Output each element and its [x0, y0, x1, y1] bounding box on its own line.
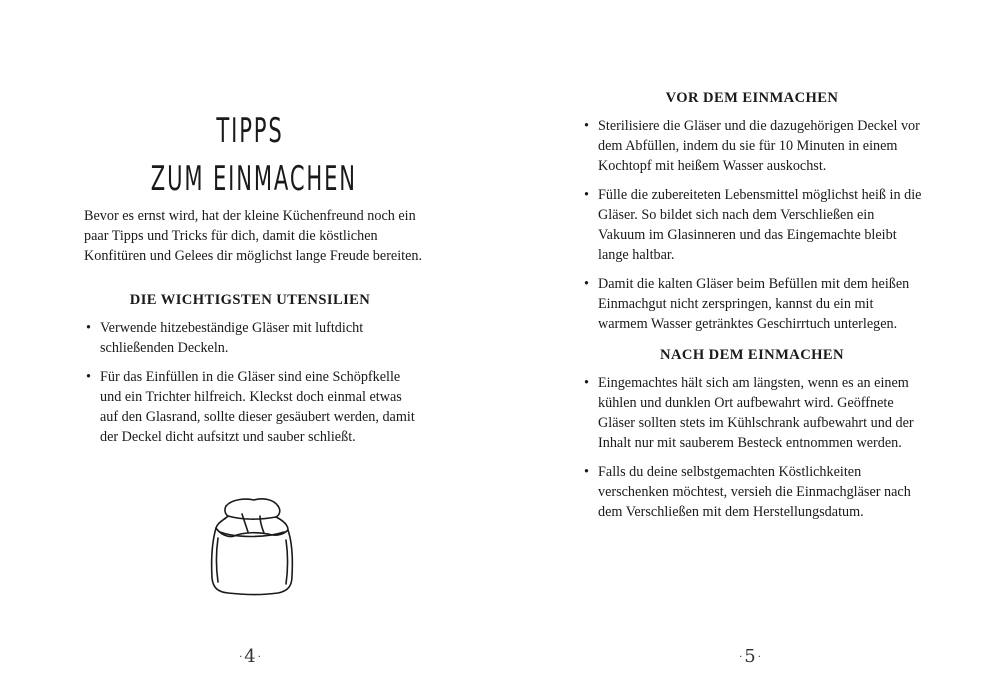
page-number: 5: [744, 646, 756, 667]
nach-list: [584, 373, 924, 531]
right-page: [500, 0, 1000, 696]
bullet-icon: •: [584, 118, 589, 134]
list-item: [584, 462, 924, 522]
bullet-icon: •: [86, 369, 91, 385]
jar-icon: [202, 494, 300, 598]
list-item-text: Eingemachtes hält sich am längsten, wenn es an einem kühlen und dunklen Ort aufbewahrt wird. Geöffnete Gläser sollten stets im Kühlschrank aufbewahrt und der Inhalt nur mit sauberem Besteck entnommen werden.: [598, 375, 914, 451]
list-item-text: Fülle die zubereiteten Lebensmittel möglichst heiß in die Gläser. So bildet sich nach dem Verschließen ein Vakuum im Glasinneren und das Eingemachte bleibt lange haltbar.: [598, 187, 922, 263]
folio-separator: ·: [757, 651, 761, 663]
list-item: [86, 318, 422, 358]
list-item-text: Verwende hitzebeständige Gläser mit luftdicht schließenden Deckeln.: [100, 320, 364, 356]
title-line-2: ZUM EINMACHEN: [150, 158, 357, 199]
list-item-text: Sterilisiere die Gläser und die dazugehörigen Deckel vor dem Abfüllen, indem du sie für 10 Minuten in einem Kochtopf mit heißem Wasser auskochst.: [598, 118, 920, 174]
list-item: [584, 373, 924, 453]
list-item: [86, 367, 422, 447]
title-line-1: TIPPS: [216, 110, 284, 151]
page-title: [150, 107, 357, 203]
list-item: [584, 185, 924, 265]
page-number: 4: [244, 646, 256, 667]
bullet-icon: •: [584, 187, 589, 203]
utensilien-list: [86, 318, 422, 456]
page-number-left: [220, 646, 280, 667]
bullet-icon: •: [584, 464, 589, 480]
list-item: [584, 274, 924, 334]
page-number-right: [720, 646, 780, 667]
intro-paragraph: Bevor es ernst wird, hat der kleine Küchenfreund noch ein paar Tipps und Tricks für dich, damit die köstlichen Konfitüren und Gelees dir möglichst lange Freude bereiten.: [84, 208, 423, 264]
folio-separator: ·: [239, 651, 243, 663]
bullet-icon: •: [584, 375, 589, 391]
section-heading-vor: VOR DEM EINMACHEN: [665, 90, 839, 106]
list-item-text: Für das Einfüllen in die Gläser sind eine Schöpfkelle und ein Trichter hilfreich. Kleckst doch einmal etwas auf den Glasrand, sollte dieser gesäubert werden, damit der Deckel dicht aufsitzt und sauber schließt.: [100, 369, 415, 445]
list-item: [584, 116, 924, 176]
bullet-icon: •: [86, 320, 91, 336]
vor-list: [584, 116, 924, 343]
list-item-text: Falls du deine selbstgemachten Köstlichkeiten verschenken möchtest, versieh die Einmachgläser nach dem Verschließen mit dem Herstellungsdatum.: [598, 464, 911, 520]
bullet-icon: •: [584, 276, 589, 292]
list-item-text: Damit die kalten Gläser beim Befüllen mit dem heißen Einmachgut nicht zerspringen, kannst du ein mit warmem Wasser getränktes Geschirrtuch unterlegen.: [598, 276, 910, 332]
folio-separator: ·: [257, 651, 261, 663]
section-heading-nach: NACH DEM EINMACHEN: [660, 347, 844, 363]
section-heading-utensilien: DIE WICHTIGSTEN UTENSILIEN: [129, 292, 371, 308]
folio-separator: ·: [739, 651, 743, 663]
